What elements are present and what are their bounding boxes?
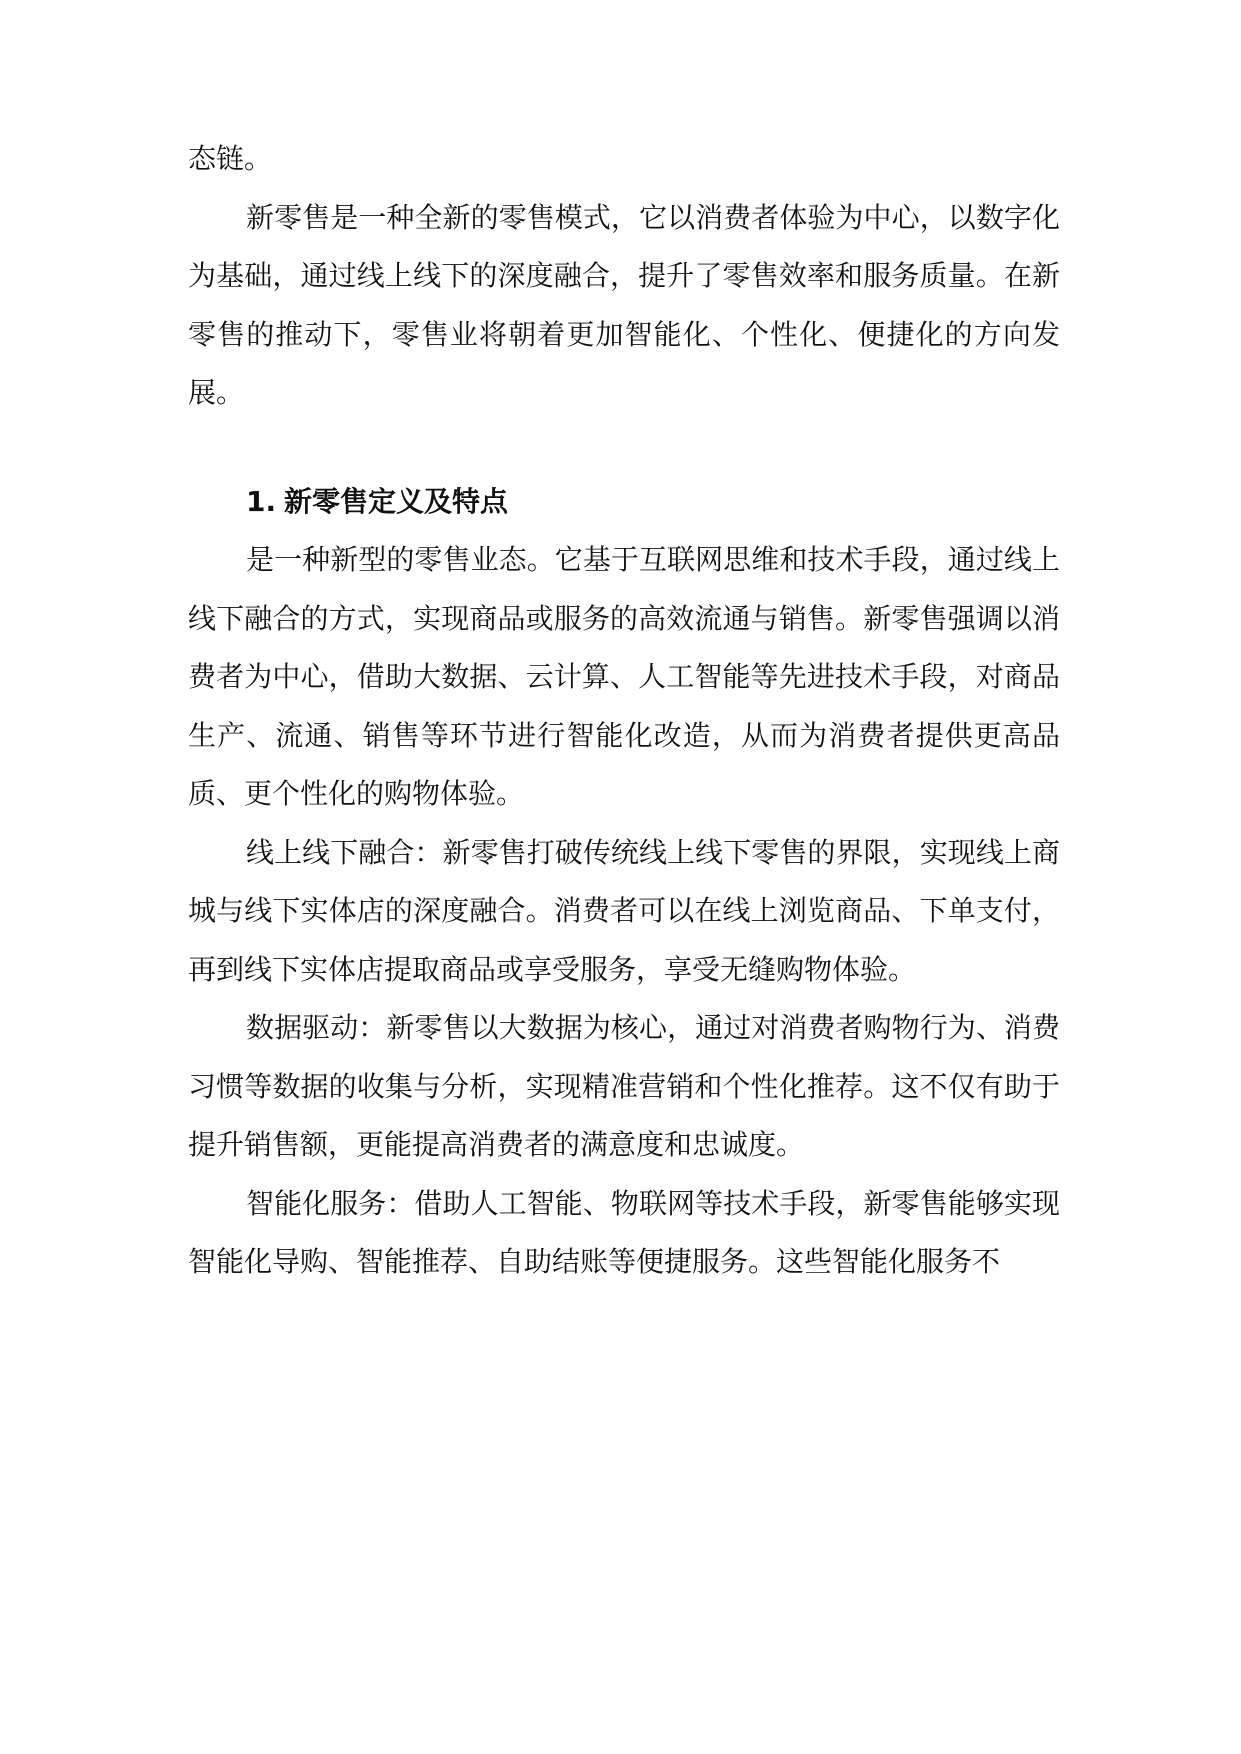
section-number: 1. xyxy=(246,484,277,518)
intro-fragment: 态链。 xyxy=(188,142,273,175)
smart-service-paragraph: 智能化服务：借助人工智能、物联网等技术手段，新零售能够实现智能化导购、智能推荐、自助结账等便捷服务。这些智能化服务不 xyxy=(188,1186,1060,1278)
section-spacer xyxy=(188,423,1060,473)
section-heading xyxy=(188,473,1060,532)
section-title: 新零售定义及特点 xyxy=(284,484,509,518)
data-driven-paragraph: 数据驱动：新零售以大数据为核心，通过对消费者购物行为、消费习惯等数据的收集与分析，实现精准营销和个性化推荐。这不仅有助于提升销售额，更能提高消费者的满意度和忠诚度。 xyxy=(188,1011,1060,1161)
online-offline-paragraph: 线上线下融合：新零售打破传统线上线下零售的界限，实现线上商城与线下实体店的深度融合。消费者可以在线上浏览商品、下单支付，再到线下实体店提取商品或享受服务，享受无缝购物体验。 xyxy=(188,835,1060,986)
intro-paragraph: 新零售是一种全新的零售模式，它以消费者体验为中心，以数字化为基础，通过线上线下的深度融合，提升了零售效率和服务质量。在新零售的推动下，零售业将朝着更加智能化、个性化、便捷化的方向发展。 xyxy=(188,200,1060,409)
definition-paragraph: 是一种新型的零售业态。它基于互联网思维和技术手段，通过线上线下融合的方式，实现商品或服务的高效流通与销售。新零售强调以消费者为中心，借助大数据、云计算、人工智能等先进技术手段，对商品生产、流通、销售等环节进行智能化改造，从而为消费者提供更高品质、更个性化的购物体验。 xyxy=(188,543,1060,810)
document-body xyxy=(188,130,1060,1292)
